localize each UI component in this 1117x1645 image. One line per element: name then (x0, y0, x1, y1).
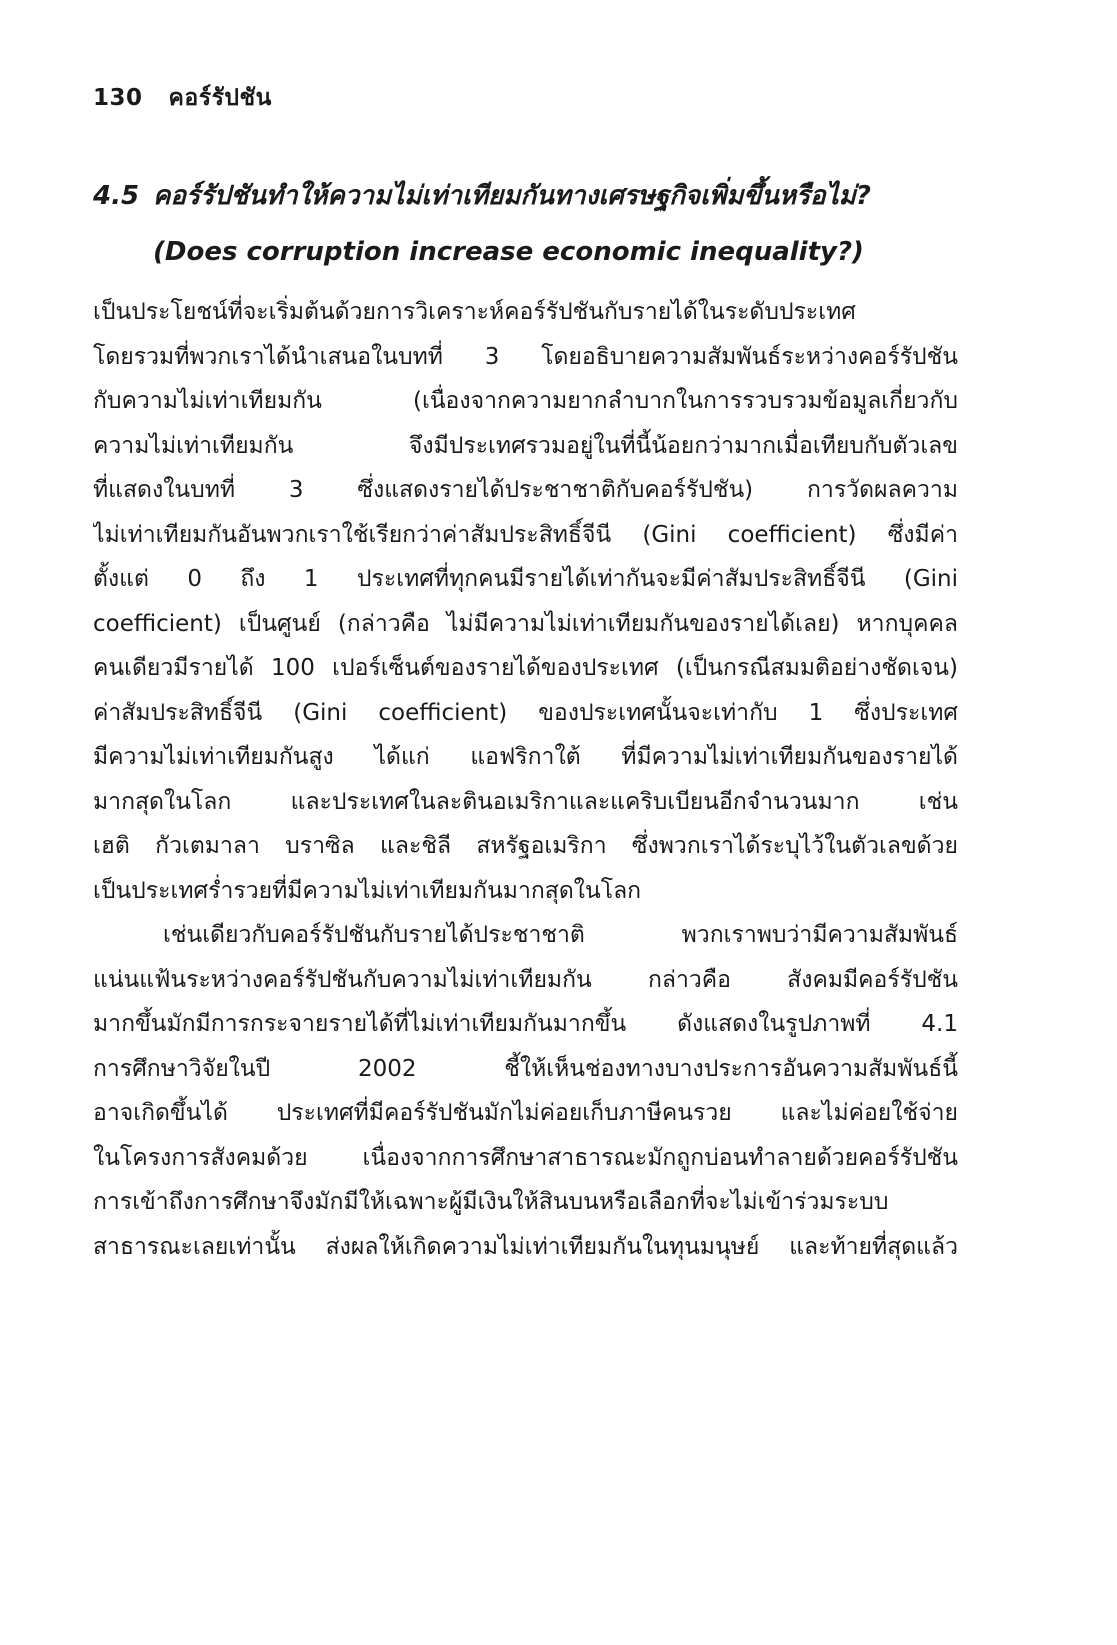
text-line: ค่าสัมประสิทธิ์จีนี (Gini coefficient) ของประเทศนั้นจะเท่ากับ 1 ซึ่งประเทศ (93, 699, 958, 726)
text-line: เฮติ กัวเตมาลา บราซิล และชิลี สหรัฐอเมริกา ซึ่งพวกเราได้ระบุไว้ในตัวเลขด้วย (93, 833, 958, 859)
text-line: ความไม่เท่าเทียมกัน จึงมีประเทศรวมอยู่ในที่นี้น้อยกว่ามากเมื่อเทียบกับตัวเลข (93, 432, 958, 459)
text-line: กับความไม่เท่าเทียมกัน (เนื่องจากความยากลำบากในการรวบรวมข้อมูลเกี่ยวกับ (93, 388, 958, 414)
text-line: ตั้งแต่ 0 ถึง 1 ประเทศที่ทุกคนมีรายได้เท่ากันจะมีค่าสัมประสิทธิ์จีนี (Gini (93, 566, 958, 592)
paragraph-2 (93, 913, 958, 1269)
text-line: สาธารณะเลยเท่านั้น ส่งผลให้เกิดความไม่เท่าเทียมกันในทุนมนุษย์ และท้ายที่สุดแล้ว (93, 1233, 958, 1260)
section-title-english: (Does corruption increase economic inequality?) (153, 237, 864, 267)
text-line: อาจเกิดขึ้นได้ ประเทศที่มีคอร์รัปชันมักไม่ค่อยเก็บภาษีคนรวย และไม่ค่อยใช้จ่าย (93, 1100, 958, 1126)
text-line: มากสุดในโลก และประเทศในละตินอเมริกาและแคริบเบียนอีกจำนวนมาก เช่น (93, 788, 958, 815)
body-text (93, 290, 958, 1269)
text-line: คนเดียวมีรายได้ 100 เปอร์เซ็นต์ของรายได้ของประเทศ (เป็นกรณีสมมติอย่างชัดเจน) (93, 655, 958, 681)
text-line: ที่แสดงในบทที่ 3 ซึ่งแสดงรายได้ประชาชาติกับคอร์รัปชัน) การวัดผลความ (93, 477, 958, 503)
page-number: 130 (93, 85, 143, 111)
section-title-thai: คอร์รัปชันทำให้ความไม่เท่าเทียมกันทางเศรษฐกิจเพิ่มขึ้นหรือไม่? (153, 181, 871, 211)
section-heading (93, 168, 871, 280)
paragraph-1 (93, 290, 958, 913)
text-line: coefficient) เป็นศูนย์ (กล่าวคือ ไม่มีความไม่เท่าเทียมกันของรายได้เลย) หากบุคคล (93, 610, 958, 637)
text-line: เป็นประเทศร่ำรวยที่มีความไม่เท่าเทียมกันมากสุดในโลก (93, 877, 642, 904)
text-line: การศึกษาวิจัยในปี 2002 ชี้ให้เห็นช่องทางบางประการอันความสัมพันธ์นี้ (93, 1055, 958, 1082)
text-line: เป็นประโยชน์ที่จะเริ่มต้นด้วยการวิเคราะห์คอร์รัปชันกับรายได้ในระดับประเทศ (93, 299, 856, 325)
text-line: ไม่เท่าเทียมกันอันพวกเราใช้เรียกว่าค่าสัมประสิทธิ์จีนี (Gini coefficient) ซึ่งมีค่า (93, 521, 958, 548)
running-head (93, 80, 272, 116)
running-title: คอร์รัปชัน (168, 85, 272, 111)
text-line: แน่นแฟ้นระหว่างคอร์รัปชันกับความไม่เท่าเทียมกัน กล่าวคือ สังคมมีคอร์รัปชัน (93, 966, 958, 993)
text-line: ในโครงการสังคมด้วย เนื่องจากการศึกษาสาธารณะมักถูกบ่อนทำลายด้วยคอร์รัปชัน (93, 1144, 958, 1171)
text-line: เช่นเดียวกับคอร์รัปชันกับรายได้ประชาชาติ พวกเราพบว่ามีความสัมพันธ์ (163, 922, 958, 948)
text-line: มากขึ้นมักมีการกระจายรายได้ที่ไม่เท่าเทียมกันมากขึ้น ดังแสดงในรูปภาพที่ 4.1 (93, 1011, 958, 1037)
section-number: 4.5 (93, 181, 140, 211)
text-line: โดยรวมที่พวกเราได้นำเสนอในบทที่ 3 โดยอธิบายความสัมพันธ์ระหว่างคอร์รัปชัน (93, 343, 958, 370)
text-line: การเข้าถึงการศึกษาจึงมักมีให้เฉพาะผู้มีเงินให้สินบนหรือเลือกที่จะไม่เข้าร่วมระบบ (93, 1189, 889, 1215)
text-line: มีความไม่เท่าเทียมกันสูง ได้แก่ แอฟริกาใต้ ที่มีความไม่เท่าเทียมกันของรายได้ (93, 744, 958, 770)
